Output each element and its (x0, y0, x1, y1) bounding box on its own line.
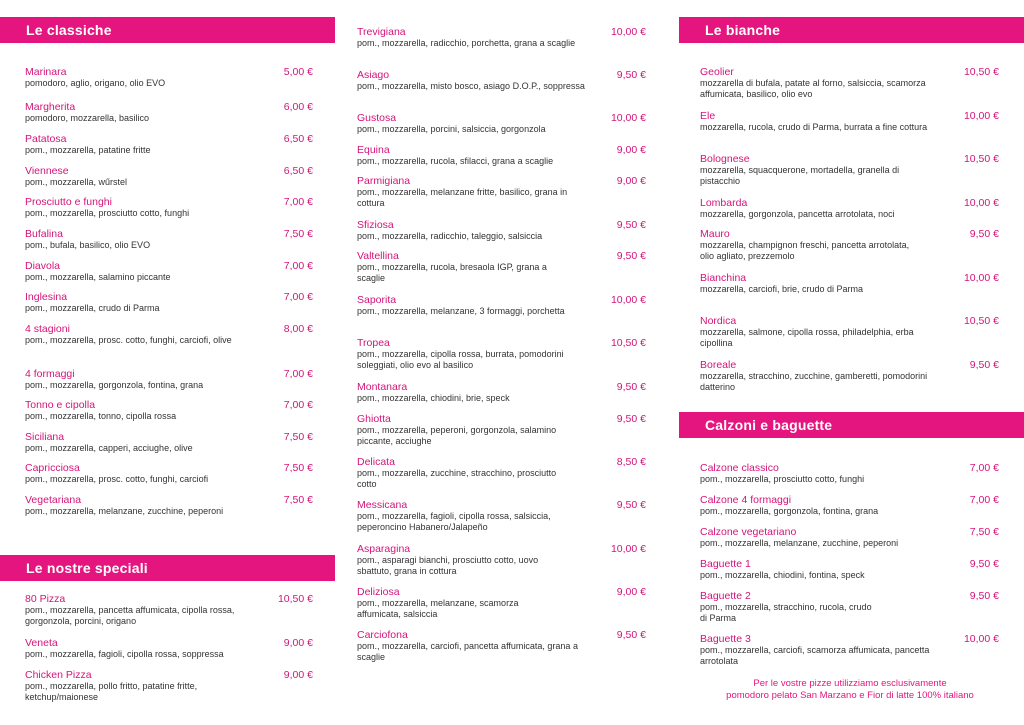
item-name: Margherita (25, 101, 76, 113)
menu-item (357, 543, 646, 577)
menu-item (25, 165, 313, 188)
item-price: 9,50 € (969, 228, 999, 240)
menu-item (700, 228, 999, 262)
item-price: 9,50 € (969, 359, 999, 371)
item-name: Saporita (357, 294, 397, 306)
item-price: 8,50 € (616, 456, 646, 468)
item-desc: mozzarella, rucola, crudo di Parma, burrata a fine cottura (700, 122, 928, 132)
item-price: 8,00 € (283, 323, 313, 335)
item-name: Delicata (357, 456, 395, 468)
menu-item (25, 368, 313, 391)
item-price: 10,00 € (610, 112, 646, 124)
item-price: 10,00 € (610, 543, 646, 555)
item-desc: pom., mozzarella, zucchine, stracchino, prosciutto cotto (357, 468, 557, 489)
item-name: 4 stagioni (25, 323, 70, 335)
item-price: 10,00 € (610, 294, 646, 306)
footer-note-line-2: pomodoro pelato San Marzano e Fior di latte 100% italiano (726, 690, 974, 701)
menu-item (357, 413, 646, 447)
item-desc: pom., mozzarella, prosciutto cotto, funghi (700, 474, 865, 484)
item-price: 7,00 € (969, 494, 999, 506)
item-desc: pom., mozzarella, tonno, cipolla rossa (25, 411, 177, 421)
item-name: Sfiziosa (357, 219, 394, 231)
item-price: 10,00 € (610, 26, 646, 38)
item-desc: pom., mozzarella, rucola, bresaola IGP, grana a scaglie (357, 262, 547, 283)
item-desc: pom., mozzarella, radicchio, taleggio, salsiccia (357, 231, 543, 241)
item-desc: mozzarella, champignon freschi, pancetta arrotolata, olio agliato, prezzemolo (700, 240, 910, 261)
item-name: Parmigiana (357, 175, 411, 187)
menu-item (357, 381, 646, 404)
section-header-bianche: Le bianche (679, 17, 1024, 43)
item-price: 10,50 € (277, 593, 313, 605)
item-desc: pom., mozzarella, pollo fritto, patatine fritte, ketchup/maionese (25, 681, 198, 702)
item-desc: pom., mozzarella, prosc. cotto, funghi, carciofi (25, 474, 209, 484)
item-desc: pom., mozzarella, carciofi, scamorza affumicata, pancetta arrotolata (700, 645, 930, 666)
item-name: Equina (357, 144, 390, 156)
item-name: Baguette 1 (700, 558, 751, 570)
item-name: Bufalina (25, 228, 63, 240)
item-price: 7,00 € (283, 368, 313, 380)
footer-note (680, 678, 1020, 702)
menu-item (357, 499, 646, 533)
menu-item (700, 197, 999, 220)
menu-item (700, 526, 999, 549)
item-desc: mozzarella, salmone, cipolla rossa, philadelphia, erba cipollina (700, 327, 914, 348)
item-name: Ghiotta (357, 413, 391, 425)
item-desc: mozzarella di bufala, patate al forno, salsiccia, scamorza affumicata, basilico, olio evo (700, 78, 926, 99)
item-price: 7,50 € (283, 462, 313, 474)
menu-item (357, 294, 646, 317)
menu-item (700, 153, 999, 187)
item-name: Veneta (25, 637, 58, 649)
item-price: 6,00 € (283, 101, 313, 113)
item-name: Prosciutto e funghi (25, 196, 112, 208)
menu-item (25, 593, 313, 627)
item-desc: pom., mozzarella, prosc. cotto, funghi, carciofi, olive (25, 335, 232, 345)
item-name: Montanara (357, 381, 408, 393)
item-price: 9,50 € (969, 590, 999, 602)
menu-item (357, 175, 646, 209)
item-price: 9,50 € (616, 629, 646, 641)
item-desc: pomodoro, mozzarella, basilico (25, 113, 150, 123)
menu-item (357, 69, 646, 92)
menu-item (357, 144, 646, 167)
footer-note-line-1: Per le vostre pizze utilizziamo esclusivamente (753, 678, 947, 689)
menu-item (25, 228, 313, 251)
menu-item (700, 359, 999, 393)
item-price: 9,00 € (283, 637, 313, 649)
item-desc: mozzarella, gorgonzola, pancetta arrotolata, noci (700, 209, 895, 219)
item-price: 10,00 € (963, 272, 999, 284)
item-desc: pomodoro, aglio, origano, olio EVO (25, 78, 166, 88)
item-name: Lombarda (700, 197, 748, 209)
item-price: 7,50 € (283, 494, 313, 506)
item-name: Tropea (357, 337, 390, 349)
menu-item (357, 629, 646, 663)
item-desc: pom., mozzarella, rucola, sfilacci, grana a scaglie (357, 156, 554, 166)
item-desc: pom., mozzarella, melanzane, 3 formaggi, porchetta (357, 306, 565, 316)
item-desc: pom., mozzarella, salamino piccante (25, 272, 171, 282)
item-desc: pom., mozzarella, radicchio, porchetta, grana a scaglie (357, 38, 576, 48)
item-name: Calzone classico (700, 462, 779, 474)
section-header-speciali: Le nostre speciali (0, 555, 335, 581)
item-price: 9,50 € (969, 558, 999, 570)
item-price: 10,00 € (963, 633, 999, 645)
item-desc: pom., mozzarella, fagioli, cipolla rossa, salsiccia, peperoncino Habanero/Jalapeño (357, 511, 551, 532)
menu-item (700, 66, 999, 100)
menu-item (700, 590, 999, 624)
item-price: 10,50 € (963, 315, 999, 327)
item-name: Patatosa (25, 133, 67, 145)
item-desc: pom., mozzarella, melanzane, scamorza affumicata, salsiccia (357, 598, 519, 619)
item-price: 9,00 € (616, 586, 646, 598)
item-name: Ele (700, 110, 716, 122)
item-price: 10,50 € (963, 66, 999, 78)
menu-item (700, 462, 999, 485)
item-desc: pom., mozzarella, porcini, salsiccia, gorgonzola (357, 124, 546, 134)
item-price: 7,00 € (283, 260, 313, 272)
item-name: Mauro (700, 228, 730, 240)
item-name: Trevigiana (357, 26, 406, 38)
item-name: Baguette 2 (700, 590, 751, 602)
menu-item (25, 133, 313, 156)
item-price: 9,00 € (616, 175, 646, 187)
item-name: Deliziosa (357, 586, 400, 598)
item-desc: mozzarella, squacquerone, mortadella, granella di pistacchio (700, 165, 900, 186)
item-desc: pom., mozzarella, pancetta affumicata, cipolla rossa, gorgonzola, porcini, origano (25, 605, 235, 626)
item-name: 80 Pizza (25, 593, 66, 605)
item-name: Inglesina (25, 291, 68, 303)
item-price: 6,50 € (283, 133, 313, 145)
item-price: 7,50 € (969, 526, 999, 538)
item-desc: mozzarella, stracchino, zucchine, gamberetti, pomodorini datterino (700, 371, 928, 392)
menu-item (357, 586, 646, 620)
menu-item (357, 112, 646, 135)
item-price: 9,50 € (616, 219, 646, 231)
item-desc: pom., mozzarella, wűrstel (25, 177, 128, 187)
item-desc: pom., mozzarella, fagioli, cipolla rossa, soppressa (25, 649, 224, 659)
item-desc: pom., mozzarella, crudo di Parma (25, 303, 160, 313)
menu-item (25, 494, 313, 517)
item-name: Bianchina (700, 272, 747, 284)
item-name: Diavola (25, 260, 61, 272)
item-price: 7,00 € (283, 291, 313, 303)
item-name: Siciliana (25, 431, 65, 443)
item-name: Valtellina (357, 250, 399, 262)
menu-item (357, 456, 646, 490)
item-name: Asiago (357, 69, 390, 81)
item-price: 6,50 € (283, 165, 313, 177)
menu-item (25, 66, 313, 89)
item-desc: pom., mozzarella, melanzane fritte, basilico, grana in cottura (357, 187, 568, 208)
item-price: 10,50 € (610, 337, 646, 349)
item-name: Chicken Pizza (25, 669, 92, 681)
menu-item (25, 399, 313, 422)
item-name: Baguette 3 (700, 633, 751, 645)
menu-item (700, 272, 999, 295)
menu-item (700, 633, 999, 667)
menu-item (25, 669, 313, 703)
item-desc: pom., mozzarella, chiodini, brie, speck (357, 393, 510, 403)
item-desc: pom., mozzarella, misto bosco, asiago D.O.P., soppressa (357, 81, 585, 91)
item-name: Bolognese (700, 153, 750, 165)
menu-item (700, 110, 999, 133)
item-name: Calzone 4 formaggi (700, 494, 792, 506)
item-price: 7,50 € (283, 431, 313, 443)
menu-item (25, 291, 313, 314)
item-desc: pom., asparagi bianchi, prosciutto cotto, uovo sbattuto, grana in cottura (357, 555, 539, 576)
menu-item (357, 250, 646, 284)
menu-item (25, 260, 313, 283)
item-price: 10,00 € (963, 197, 999, 209)
item-name: Viennese (25, 165, 69, 177)
item-name: Asparagina (357, 543, 411, 555)
item-price: 5,00 € (283, 66, 313, 78)
item-name: Capricciosa (25, 462, 80, 474)
item-price: 7,00 € (283, 196, 313, 208)
item-name: 4 formaggi (25, 368, 75, 380)
item-name: Carciofona (357, 629, 408, 641)
menu-item (25, 462, 313, 485)
item-desc: pom., mozzarella, gorgonzola, fontina, grana (25, 380, 204, 390)
item-price: 9,50 € (616, 499, 646, 511)
menu-item (700, 494, 999, 517)
item-desc: pom., bufala, basilico, olio EVO (25, 240, 151, 250)
item-name: Tonno e cipolla (25, 399, 96, 411)
item-desc: pom., mozzarella, melanzane, zucchine, peperoni (25, 506, 224, 516)
item-name: Boreale (700, 359, 737, 371)
item-desc: pom., mozzarella, prosciutto cotto, funghi (25, 208, 190, 218)
item-desc: pom., mozzarella, chiodini, fontina, speck (700, 570, 865, 580)
menu-item (25, 637, 313, 660)
item-price: 7,00 € (283, 399, 313, 411)
menu-item (357, 219, 646, 242)
item-price: 7,00 € (969, 462, 999, 474)
item-name: Messicana (357, 499, 408, 511)
section-header-calzoni: Calzoni e baguette (679, 412, 1024, 438)
item-desc: pom., mozzarella, stracchino, rucola, crudo di Parma (700, 602, 872, 623)
menu-item (25, 101, 313, 124)
item-desc: pom., mozzarella, patatine fritte (25, 145, 151, 155)
item-name: Calzone vegetariano (700, 526, 797, 538)
item-price: 9,50 € (616, 413, 646, 425)
item-price: 10,50 € (963, 153, 999, 165)
menu-item (25, 431, 313, 454)
menu-item (357, 337, 646, 371)
item-name: Marinara (25, 66, 67, 78)
item-desc: pom., mozzarella, melanzane, zucchine, peperoni (700, 538, 899, 548)
menu-item (25, 323, 313, 346)
item-name: Gustosa (357, 112, 397, 124)
section-header-classiche: Le classiche (0, 17, 335, 43)
item-price: 9,50 € (616, 381, 646, 393)
item-name: Nordica (700, 315, 737, 327)
menu-item (700, 558, 999, 581)
item-price: 7,50 € (283, 228, 313, 240)
item-desc: pom., mozzarella, peperoni, gorgonzola, salamino piccante, acciughe (357, 425, 557, 446)
item-price: 9,00 € (616, 144, 646, 156)
menu-item (25, 196, 313, 219)
item-desc: mozzarella, carciofi, brie, crudo di Parma (700, 284, 864, 294)
item-price: 9,50 € (616, 69, 646, 81)
item-name: Vegetariana (25, 494, 82, 506)
item-desc: pom., mozzarella, cipolla rossa, burrata, pomodorini soleggiati, olio evo al basilico (357, 349, 564, 370)
item-desc: pom., mozzarella, capperi, acciughe, olive (25, 443, 193, 453)
item-price: 10,00 € (963, 110, 999, 122)
item-name: Geolier (700, 66, 734, 78)
item-price: 9,50 € (616, 250, 646, 262)
menu-item (357, 26, 646, 49)
menu-item (700, 315, 999, 349)
item-desc: pom., mozzarella, gorgonzola, fontina, grana (700, 506, 879, 516)
item-desc: pom., mozzarella, carciofi, pancetta affumicata, grana a scaglie (357, 641, 578, 662)
item-price: 9,00 € (283, 669, 313, 681)
